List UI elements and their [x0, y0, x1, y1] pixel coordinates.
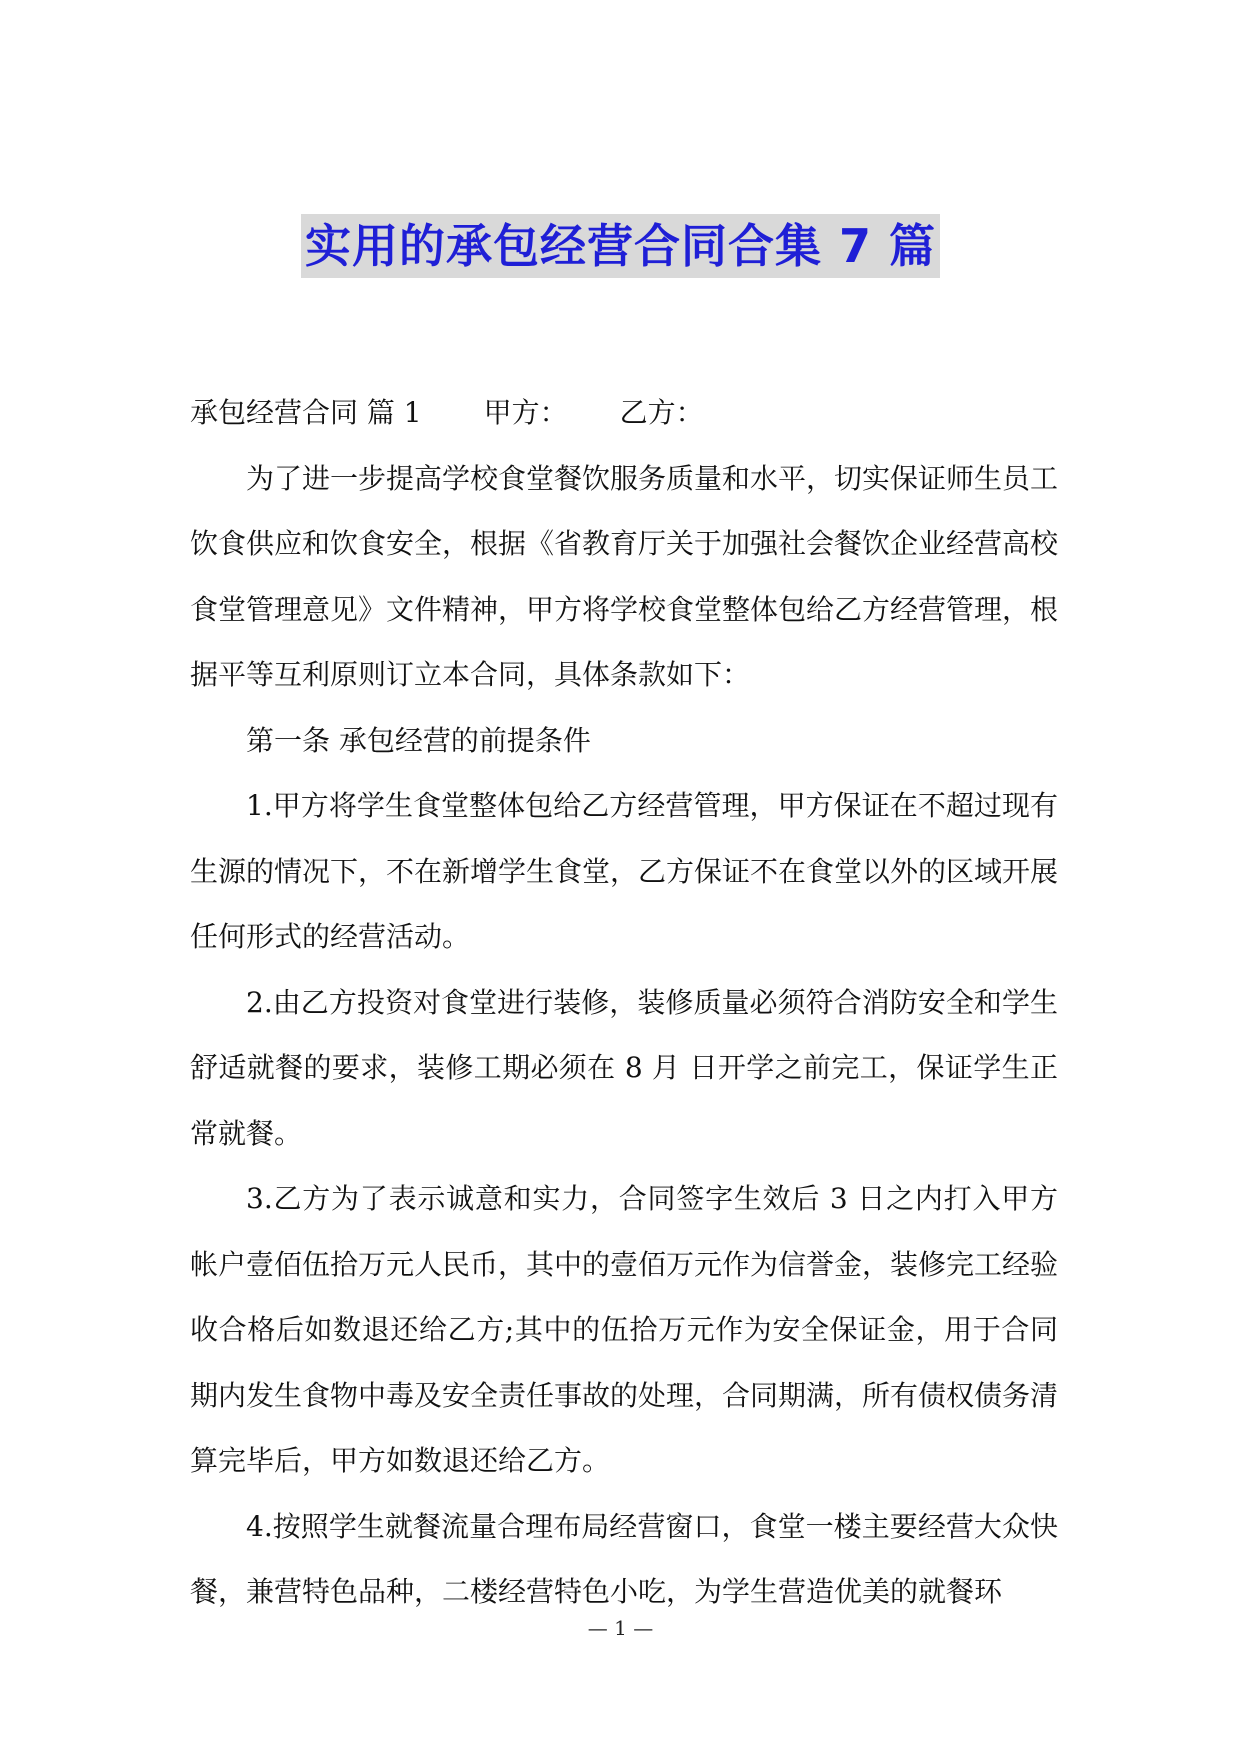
contract-section-label: 承包经营合同 篇 1	[190, 396, 422, 429]
paragraph-clause-4: 4.按照学生就餐流量合理布局经营窗口，食堂一楼主要经营大众快餐，兼营特色品种，二楼经营特色小吃，为学生营造优美的就餐环	[190, 1509, 1058, 1608]
paragraph-clause-1: 1.甲方将学生食堂整体包给乙方经营管理，甲方保证在不超过现有生源的情况下，不在新增学生食堂，乙方保证不在食堂以外的区域开展任何形式的经营活动。	[190, 789, 1059, 953]
party-b-label: 乙方：	[619, 396, 704, 429]
document-title: 实用的承包经营合同合集 7 篇	[301, 214, 940, 278]
paragraph-clause-2: 2.由乙方投资对食堂进行装修，装修质量必须符合消防安全和学生舒适就餐的要求，装修工期必须在 8 月 日开学之前完工，保证学生正常就餐。	[190, 985, 1058, 1150]
page-number: — 1 —	[587, 1616, 654, 1640]
contract-header-line	[190, 380, 1058, 446]
party-a-label: 甲方：	[483, 396, 568, 429]
paragraph-clause-3: 3.乙方为了表示诚意和实力，合同签字生效后 3 日之内打入甲方帐户壹佰伍拾万元人民币，其中的壹佰万元作为信誉金，装修完工经验收合格后如数退还给乙方;其中的伍拾万元作为安全保证金，用于合同期内发生食物中毒及安全责任事故的处理，合同期满，所有债权债务清算完毕后，甲方如数退还给乙方。	[190, 1182, 1059, 1477]
document-body	[190, 380, 1058, 1625]
paragraph-intro: 为了进一步提高学校食堂餐饮服务质量和水平，切实保证师生员工饮食供应和饮食安全，根据《省教育厅关于加强社会餐饮企业经营高校食堂管理意见》文件精神，甲方将学校食堂整体包给乙方经营管理，根据平等互利原则订立本合同，具体条款如下：	[190, 461, 1059, 691]
paragraph-article-1-heading: 第一条 承包经营的前提条件	[246, 723, 591, 757]
title-container	[0, 214, 1241, 278]
